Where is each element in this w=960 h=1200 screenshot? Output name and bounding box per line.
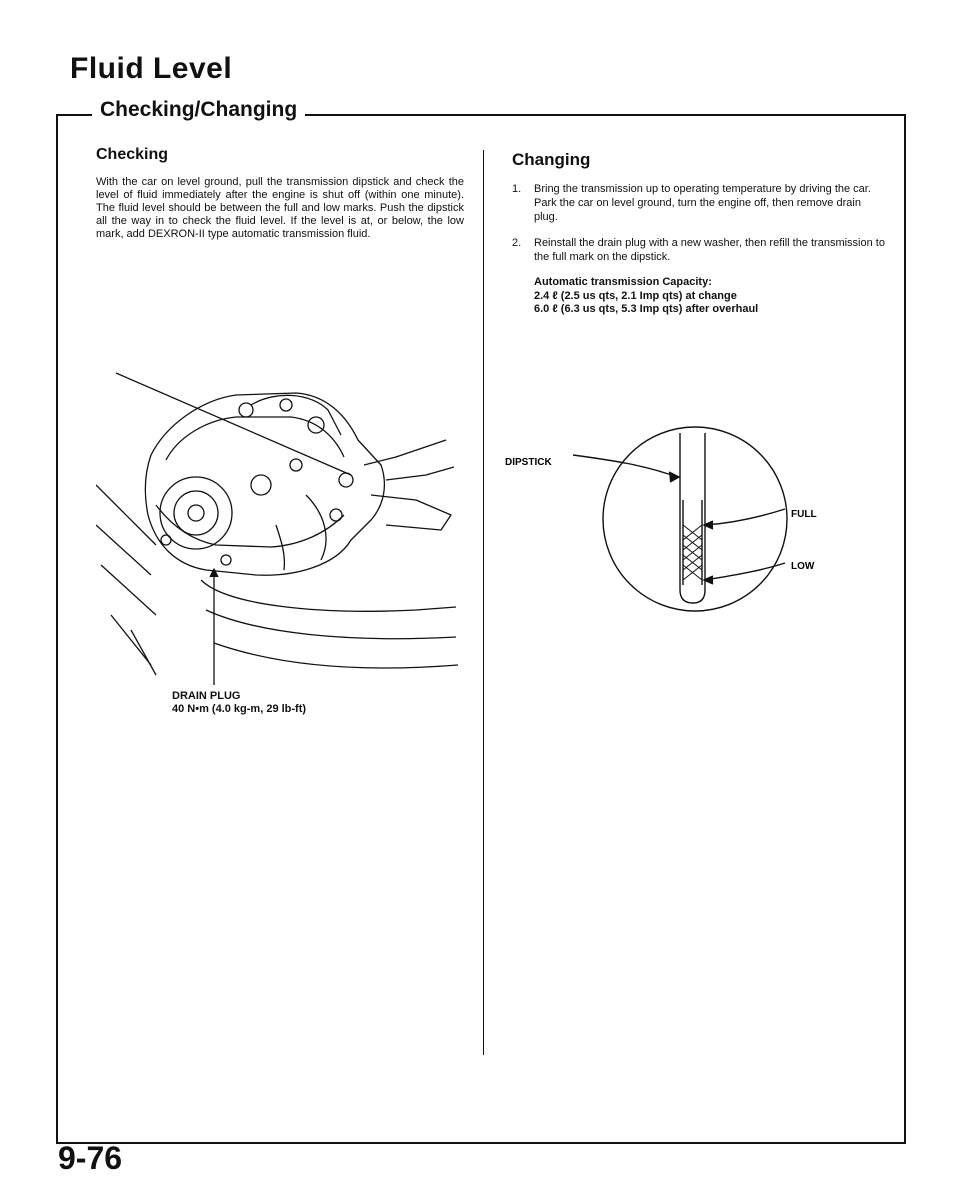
low-label: LOW [791,561,815,572]
step-number: 1. [512,183,522,195]
drain-plug-torque: 40 N•m (4.0 kg-m, 29 lb-ft) [172,703,307,715]
magnifier-circle [603,427,787,611]
frame-left-border [56,114,58,1144]
capacity-spec [534,276,887,316]
dipstick-tube [680,433,705,603]
step-text: Bring the transmission up to operating temperature by driving the car. Park the car on level ground, turn the engine off, then remove drain plug. [534,183,871,223]
frame-bottom-border [56,1142,906,1144]
transmission-case [145,393,384,575]
column-divider [483,150,484,1055]
page-number: 9-76 [58,1140,123,1176]
step-text: Reinstall the drain plug with a new washer, then refill the transmission to the full mark on the dipstick. [534,237,885,263]
low-leader [705,563,785,580]
transmission-illustration [96,365,466,685]
dipstick-pointer-line [116,373,351,475]
list-item [512,236,887,264]
capacity-title: Automatic transmission Capacity: [534,276,712,288]
drain-plug-label: DRAIN PLUG [172,690,241,702]
full-leader [705,509,785,525]
changing-heading: Changing [512,150,591,169]
dipstick-label: DIPSTICK [505,457,552,468]
checking-text: With the car on level ground, pull the transmission dipstick and check the level of fluid immediately after the engine is shut off (within one minute). The fluid level should be between the full and low marks. Push the dipstick all the way in to check the fluid level. If the level is at, or below, the low mark, add DEXRON-II type automatic transmission fluid. [96,176,464,240]
capacity-change: 2.4 ℓ (2.5 us qts, 2.1 Imp qts) at change [534,290,737,302]
full-label: FULL [791,509,817,520]
changing-column [512,146,887,316]
drain-plug-caption [172,690,306,716]
page-title: Fluid Level [70,52,233,85]
step-number: 2. [512,237,522,249]
dipstick-illustration [505,425,845,615]
section-subtitle: Checking/Changing [92,98,305,122]
capacity-overhaul: 6.0 ℓ (6.3 us qts, 5.3 Imp qts) after overhaul [534,303,759,315]
changing-steps [512,182,887,264]
checking-column [96,146,464,241]
checking-heading: Checking [96,146,169,163]
frame-right-border [904,114,906,1144]
list-item [512,182,887,224]
